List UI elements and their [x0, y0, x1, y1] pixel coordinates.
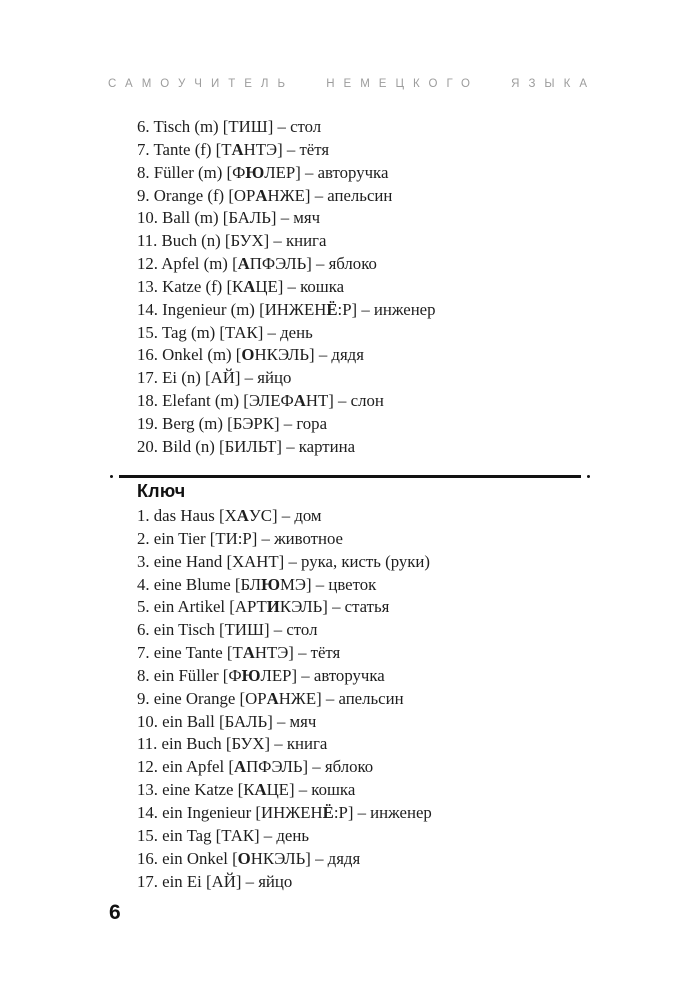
stressed-letter: О	[241, 345, 255, 365]
key-entry	[137, 711, 432, 734]
transcription-post: НЖЕ	[267, 185, 305, 205]
transcription-pre: АРТ	[234, 597, 267, 617]
transcription-pre: БЭРК	[232, 413, 274, 433]
transcription-post: ЛЕР	[260, 665, 292, 685]
entry-lead: 6. Tisch (m) [	[137, 117, 229, 136]
transcription-post: ПФЭЛЬ	[249, 254, 307, 274]
transcription-pre: К	[243, 780, 255, 800]
entry-tail: ] – яблоко	[306, 254, 377, 274]
vocab-entry	[137, 253, 436, 276]
transcription-pre: Х	[224, 506, 237, 525]
stressed-letter: Ё	[326, 299, 338, 319]
entry-tail: ] – книга	[263, 231, 327, 251]
transcription-pre: БУХ	[231, 734, 265, 754]
vocab-entry	[137, 390, 436, 413]
transcription-post: ПФЭЛЬ	[246, 757, 303, 777]
transcription-pre: Т	[221, 139, 232, 159]
transcription-post: НТЭ	[254, 643, 289, 663]
entry-lead: 14. ein Ingenieur [	[137, 802, 261, 822]
entry-tail: ] – рука, кисть (руки)	[278, 551, 430, 571]
entry-tail: ] – слон	[328, 391, 384, 411]
transcription-pre: БУХ	[230, 231, 264, 251]
entry-lead: 4. eine Blume [	[137, 574, 241, 594]
entry-tail: ] – тётя	[277, 139, 330, 159]
entry-tail: ] – дядя	[305, 848, 361, 868]
transcription-post: НТЭ	[243, 139, 278, 159]
divider-right-dot-icon	[587, 475, 590, 478]
entry-lead: 15. ein Tag [	[137, 825, 222, 845]
transcription-pre: ТАК	[225, 322, 258, 342]
vocab-entry	[137, 322, 436, 345]
key-entry	[137, 871, 432, 894]
transcription-pre: ХАНТ	[232, 551, 279, 571]
entry-tail: ] – стол	[267, 117, 322, 136]
entry-lead: 16. Onkel (m) [	[137, 345, 242, 365]
key-entry	[137, 825, 432, 848]
entry-tail: ] – день	[254, 825, 310, 845]
transcription-post: НКЭЛЬ	[254, 345, 310, 365]
entry-lead: 19. Berg (m) [	[137, 413, 233, 433]
transcription-pre: АЙ	[210, 368, 235, 388]
entry-tail: ] – апельсин	[304, 185, 393, 205]
vocab-list	[137, 116, 436, 459]
stressed-letter: А	[231, 139, 244, 159]
vocab-entry	[137, 299, 436, 322]
transcription-post: НТ	[305, 391, 329, 411]
transcription-pre: ИНЖЕН	[264, 299, 327, 319]
section-divider	[110, 474, 590, 479]
key-entry	[137, 779, 432, 802]
key-entry	[137, 596, 432, 619]
entry-tail: ] – статья	[322, 597, 390, 617]
entry-tail: ] – стол	[263, 620, 318, 640]
entry-lead: 8. ein Füller [	[137, 665, 229, 685]
transcription-pre: ИНЖЕН	[260, 802, 323, 822]
entry-lead: 11. Buch (n) [	[137, 231, 231, 251]
key-entry	[137, 688, 432, 711]
entry-lead: 2. ein Tier [	[137, 528, 216, 548]
stressed-letter: А	[237, 254, 250, 274]
vocab-entry	[137, 116, 436, 139]
entry-lead: 14. Ingenieur (m) [	[137, 299, 265, 319]
stressed-letter: Ю	[261, 574, 280, 594]
entry-tail: ] – мяч	[267, 711, 317, 731]
transcription-pre: Ф	[228, 665, 242, 685]
transcription-pre: Т	[232, 643, 243, 663]
transcription-pre: ОР	[245, 688, 267, 708]
entry-lead: 12. ein Apfel [	[137, 757, 234, 777]
entry-tail: ] – картина	[276, 436, 356, 456]
transcription-pre: БИЛЬТ	[224, 436, 277, 456]
stressed-letter: А	[236, 506, 249, 525]
page-number: 6	[109, 901, 121, 924]
entry-tail: ] – день	[257, 322, 313, 342]
transcription-post: НЖЕ	[278, 688, 317, 708]
stressed-letter: А	[243, 276, 256, 296]
transcription-pre: БАЛЬ	[224, 711, 268, 731]
entry-tail: ] – авторучка	[295, 162, 389, 182]
vocab-entry	[137, 276, 436, 299]
transcription-pre: ЭЛЕФ	[248, 391, 294, 411]
key-entry	[137, 665, 432, 688]
entry-lead: 13. Katze (f) [	[137, 276, 233, 296]
key-entry	[137, 551, 432, 574]
vocab-entry	[137, 139, 436, 162]
entry-tail: ] – кошка	[288, 780, 356, 800]
entry-tail: ] – книга	[264, 734, 328, 754]
stressed-letter: Ю	[241, 665, 261, 685]
entry-lead: 13. eine Katze [	[137, 780, 244, 800]
entry-lead: 17. ein Ei [	[137, 871, 212, 891]
entry-tail: ] – животное	[251, 528, 343, 548]
vocab-entry	[137, 162, 436, 185]
transcription-pre: К	[232, 276, 244, 296]
transcription-pre: АЙ	[211, 871, 236, 891]
entry-tail: ] – инженер	[351, 299, 436, 319]
stressed-letter: Ё	[322, 802, 334, 822]
transcription-post: ЛЕР	[264, 162, 296, 182]
transcription-post: :Р	[337, 299, 352, 319]
entry-lead: 16. ein Onkel [	[137, 848, 238, 868]
vocab-entry	[137, 185, 436, 208]
transcription-pre: ТИШ	[224, 620, 264, 640]
key-heading: Ключ	[137, 481, 186, 501]
vocab-entry	[137, 367, 436, 390]
entry-lead: 9. Orange (f) [	[137, 185, 234, 205]
transcription-pre: БЛ	[240, 574, 262, 594]
entry-tail: ] – тётя	[288, 643, 341, 663]
entry-tail: ] – инженер	[347, 802, 432, 822]
entry-lead: 9. eine Orange [	[137, 688, 246, 708]
entry-lead: 1. das Haus [	[137, 506, 225, 525]
transcription-post: ЦЕ	[266, 780, 289, 800]
divider-left-dot-icon	[110, 475, 113, 478]
key-entry	[137, 848, 432, 871]
key-entry	[137, 574, 432, 597]
transcription-post: УС	[248, 506, 272, 525]
entry-lead: 11. ein Buch [	[137, 734, 232, 754]
vocab-entry	[137, 413, 436, 436]
transcription-pre: Ф	[232, 162, 246, 182]
stressed-letter: А	[255, 185, 268, 205]
transcription-post: :Р	[333, 802, 348, 822]
stressed-letter: А	[266, 688, 279, 708]
transcription-pre: ОР	[233, 185, 256, 205]
entry-tail: ] – апельсин	[316, 688, 404, 708]
entry-tail: ] – кошка	[277, 276, 345, 296]
entry-lead: 8. Füller (m) [	[137, 162, 233, 182]
entry-tail: ] – дядя	[309, 345, 364, 365]
transcription-pre: ТИ:Р	[215, 528, 252, 548]
stressed-letter: А	[254, 780, 267, 800]
entry-tail: ] – авторучка	[291, 665, 385, 685]
key-entry	[137, 642, 432, 665]
entry-tail: ] – яйцо	[234, 368, 292, 388]
entry-lead: 3. eine Hand [	[137, 551, 233, 571]
stressed-letter: А	[233, 757, 247, 777]
vocab-entry	[137, 344, 436, 367]
entry-tail: ] – гора	[273, 413, 328, 433]
stressed-letter: Ю	[245, 162, 265, 182]
entry-lead: 6. ein Tisch [	[137, 620, 225, 640]
key-entry	[137, 619, 432, 642]
entry-lead: 18. Elefant (m) [	[137, 391, 249, 411]
stressed-letter: И	[266, 597, 280, 617]
transcription-post: НКЭЛЬ	[250, 848, 306, 868]
key-entry	[137, 505, 432, 528]
stressed-letter: А	[242, 643, 255, 663]
entry-lead: 5. ein Artikel [	[137, 597, 235, 617]
entry-lead: 17. Ei (n) [	[137, 368, 211, 388]
entry-tail: ] – мяч	[270, 208, 321, 228]
transcription-pre: ТАК	[221, 825, 255, 845]
key-entry	[137, 528, 432, 551]
entry-lead: 15. Tag (m) [	[137, 322, 225, 342]
transcription-post: ЦЕ	[255, 276, 278, 296]
entry-lead: 12. Apfel (m) [	[137, 254, 238, 274]
entry-lead: 20. Bild (n) [	[137, 436, 225, 456]
entry-lead: 10. Ball (m) [	[137, 208, 229, 228]
running-header: САМОУЧИТЕЛЬ НЕМЕЦКОГО ЯЗЫКА	[108, 78, 596, 90]
transcription-pre: ТИШ	[228, 117, 268, 136]
entry-tail: ] – цветок	[305, 574, 377, 594]
stressed-letter: О	[237, 848, 251, 868]
entry-tail: ] – яблоко	[302, 757, 374, 777]
vocab-entry	[137, 230, 436, 253]
transcription-post: МЭ	[279, 574, 306, 594]
entry-lead: 10. ein Ball [	[137, 711, 225, 731]
key-list	[137, 505, 432, 893]
divider-rule	[119, 475, 581, 479]
vocab-entry	[137, 207, 436, 230]
entry-tail: ] – дом	[271, 506, 322, 525]
key-entry	[137, 802, 432, 825]
entry-tail: ] – яйцо	[235, 871, 293, 891]
transcription-pre: БАЛЬ	[228, 208, 271, 228]
entry-lead: 7. Tante (f) [	[137, 139, 222, 159]
vocab-entry	[137, 436, 436, 459]
key-entry	[137, 733, 432, 756]
entry-lead: 7. eine Tante [	[137, 643, 233, 663]
key-entry	[137, 756, 432, 779]
stressed-letter: А	[293, 391, 306, 411]
transcription-post: КЭЛЬ	[279, 597, 323, 617]
